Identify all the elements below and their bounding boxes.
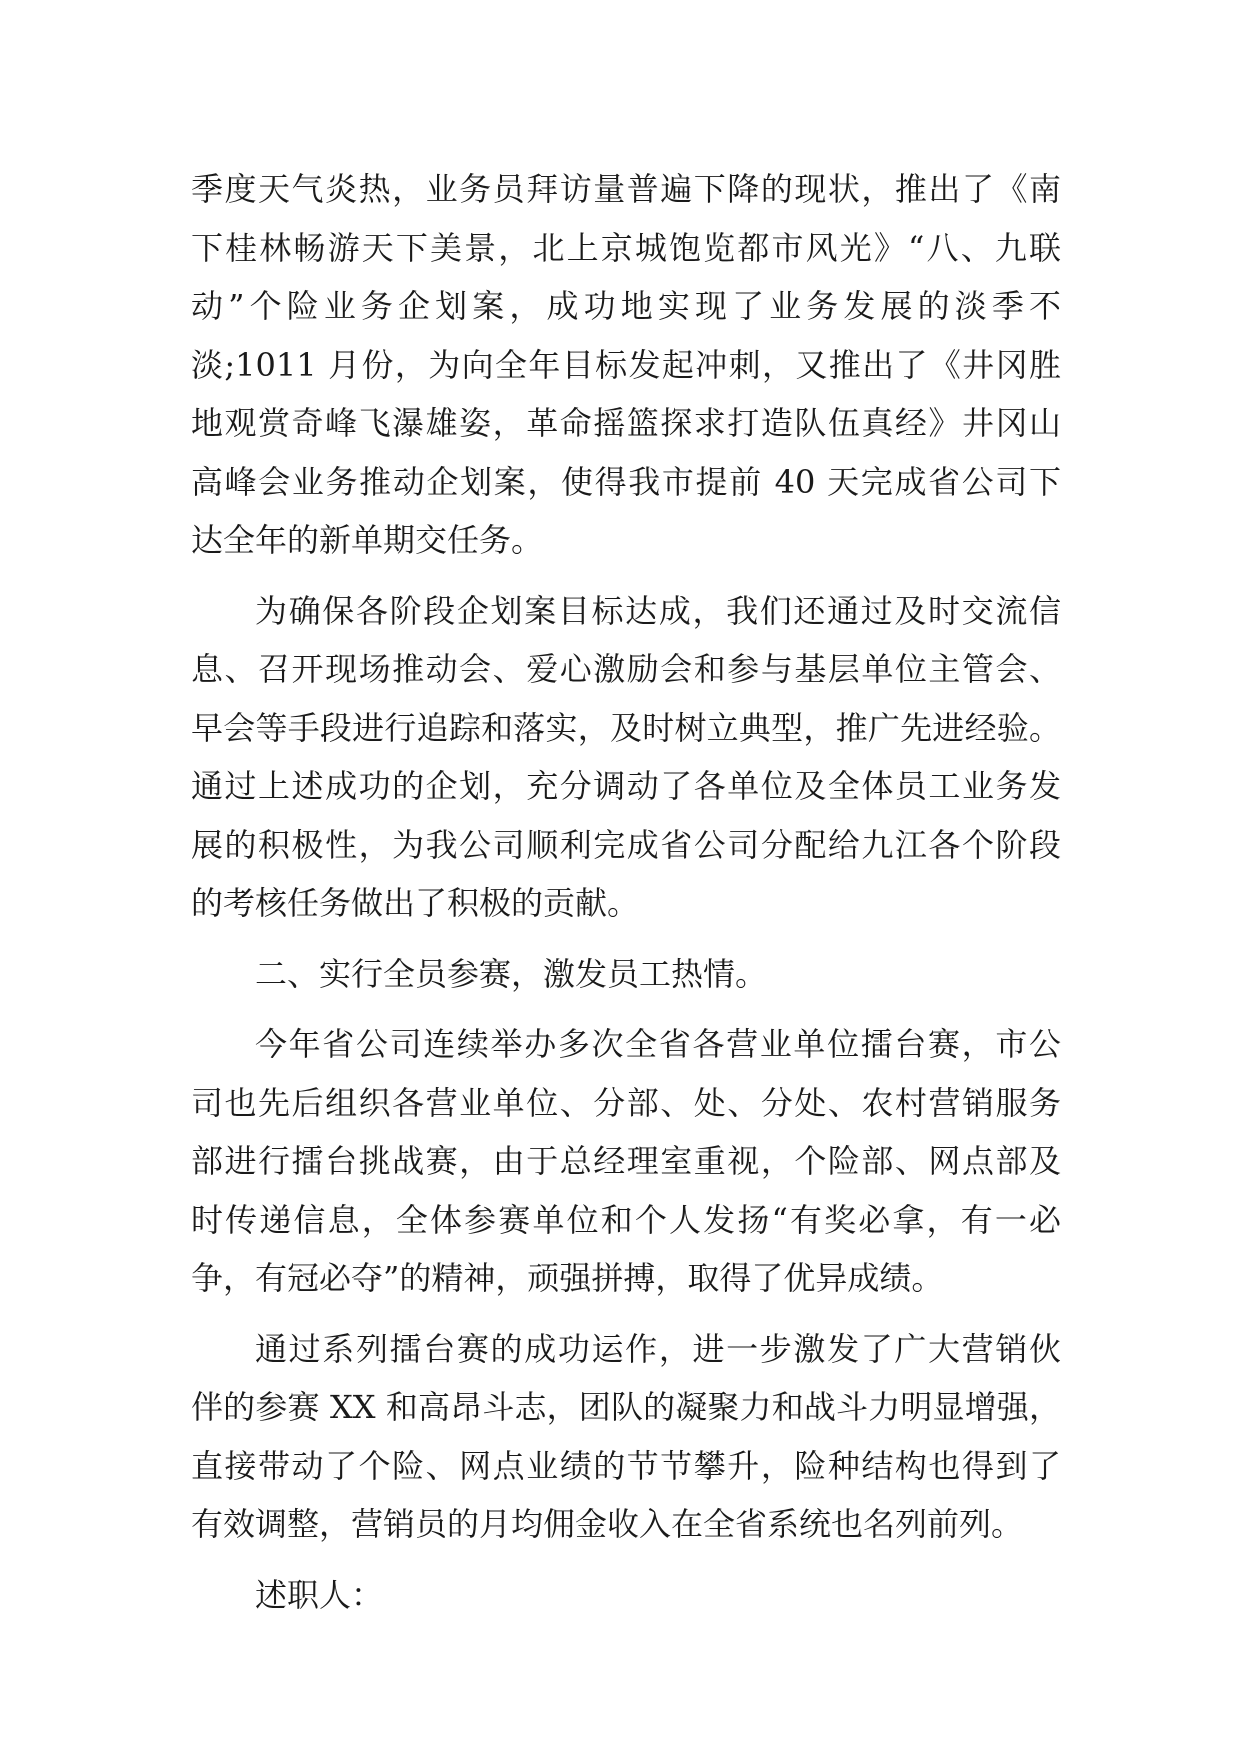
section-heading <box>191 945 1061 1004</box>
text-line: 的考核任务做出了积极的贡献。 <box>191 884 640 922</box>
paragraph <box>191 582 1061 933</box>
text-line: 部进行擂台挑战赛，由于总经理室重视，个险部、网点部及 <box>191 1142 1061 1180</box>
text-line: 展的积极性，为我公司顺利完成省公司分配给九江各个阶段 <box>191 825 1061 864</box>
text-line: 通过系列擂台赛的成功运作，进一步激发了广大营销伙 <box>255 1329 1061 1368</box>
text-line: 季度天气炎热，业务员拜访量普遍下降的现状，推出了《南 <box>191 170 1061 208</box>
text-line: 通过上述成功的企划，充分调动了各单位及全体员工业务发 <box>191 767 1061 805</box>
text-line: 达全年的新单期交任务。 <box>191 521 544 559</box>
text-line: 息、召开现场推动会、爱心激励会和参与基层单位主管会、 <box>191 650 1061 688</box>
text-line: 早会等手段进行追踪和落实，及时树立典型，推广先进经验。 <box>191 708 1061 747</box>
text-line: 司也先后组织各营业单位、分部、处、分处、农村营销服务 <box>191 1083 1061 1122</box>
text-line: 争，有冠必夺”的精神，顽强拼搏，取得了优异成绩。 <box>191 1259 944 1297</box>
text-line: 高峰会业务推动企划案，使得我市提前 40 天完成省公司下 <box>191 462 1061 501</box>
paragraph <box>191 160 1061 570</box>
document-body <box>191 160 1061 1624</box>
text-line: 二、实行全员参赛，激发员工热情。 <box>255 954 768 993</box>
text-line: 述职人： <box>255 1575 384 1614</box>
signature-label <box>191 1566 1061 1625</box>
text-line: 为确保各阶段企划案目标达成，我们还通过及时交流信 <box>255 591 1061 630</box>
text-line: 直接带动了个险、网点业绩的节节攀升，险种结构也得到了 <box>191 1446 1061 1485</box>
text-line: 伴的参赛 XX 和高昂斗志，团队的凝聚力和战斗力明显增强， <box>191 1388 1061 1426</box>
paragraph <box>191 1015 1061 1308</box>
text-line: 动”个险业务企划案，成功地实现了业务发展的淡季不 <box>191 287 1061 325</box>
paragraph <box>191 1320 1061 1554</box>
text-line: 今年省公司连续举办多次全省各营业单位擂台赛，市公 <box>255 1025 1061 1063</box>
text-line: 下桂林畅游天下美景，北上京城饱览都市风光》“八、九联 <box>191 228 1061 267</box>
text-line: 淡;1011 月份，为向全年目标发起冲刺，又推出了《井冈胜 <box>191 345 1061 384</box>
text-line: 时传递信息，全体参赛单位和个人发扬“有奖必拿，有一必 <box>191 1200 1061 1239</box>
text-line: 地观赏奇峰飞瀑雄姿，革命摇篮探求打造队伍真经》井冈山 <box>191 404 1061 442</box>
text-line: 有效调整，营销员的月均佣金收入在全省系统也名列前列。 <box>191 1505 1024 1543</box>
